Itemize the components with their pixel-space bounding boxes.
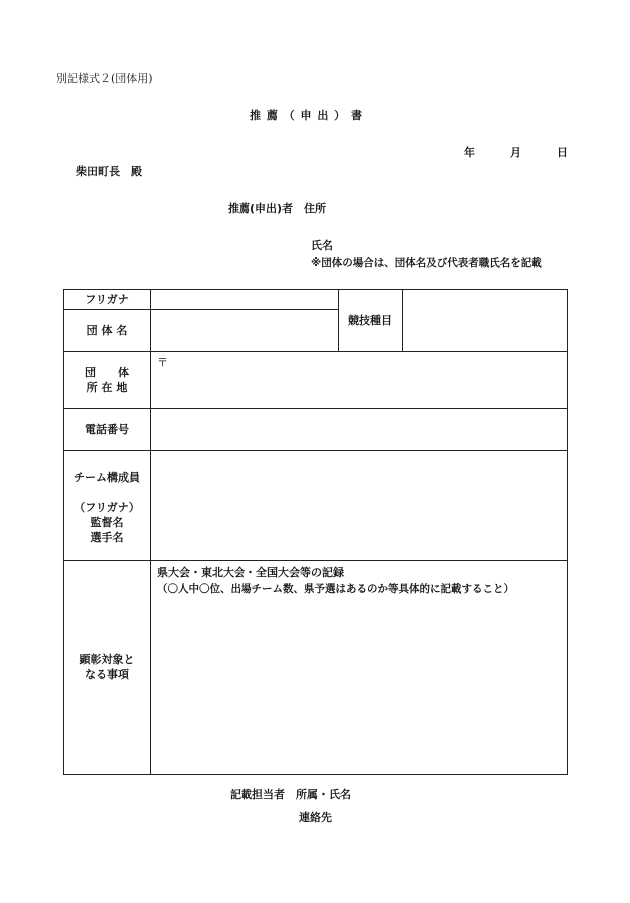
- row-divider: [64, 408, 567, 409]
- date-month: 月: [510, 146, 521, 159]
- furigana-label: フリガナ: [85, 293, 129, 306]
- form-number: 別記様式２(団体用): [56, 72, 153, 85]
- furigana-row-divider: [64, 309, 338, 310]
- award-label-line2: なる事項: [85, 668, 129, 681]
- application-table: [63, 289, 568, 775]
- phone-label: 電話番号: [85, 423, 129, 436]
- row-divider: [64, 450, 567, 451]
- contact-person-label: 記載担当者 所属・氏名: [230, 788, 351, 801]
- group-note: ※団体の場合は、団体名及び代表者職氏名を記載: [311, 257, 542, 269]
- page-title: 推 薦 （ 申 出 ） 書: [250, 109, 363, 122]
- date-day: 日: [557, 146, 568, 159]
- sport-divider-right: [402, 290, 403, 351]
- location-label-line2: 所 在 地: [86, 381, 128, 394]
- record-note: （〇人中〇位、出場チーム数、県予選はあるのか等具体的に記載すること）: [157, 583, 514, 595]
- location-label-line1: 団 体: [85, 366, 129, 379]
- addressee: 柴田町長 殿: [76, 165, 142, 178]
- members-label-line2: （フリガナ）: [74, 501, 140, 514]
- contact-info-label: 連絡先: [299, 811, 332, 824]
- date-year: 年: [464, 146, 475, 159]
- members-label-line4: 選手名: [90, 531, 124, 544]
- label-column-divider: [150, 290, 151, 774]
- sport-label: 競技種目: [348, 314, 392, 327]
- award-label-line1: 顕彰対象と: [79, 653, 135, 666]
- recommender-address-label: 推薦(申出)者 住所: [228, 202, 327, 215]
- recommender-name-label: 氏名: [311, 239, 333, 252]
- members-label-line3: 監督名: [90, 516, 124, 529]
- record-heading: 県大会・東北大会・全国大会等の記録: [157, 566, 344, 579]
- group-name-label: 団 体 名: [86, 324, 128, 337]
- row-divider: [64, 560, 567, 561]
- postal-mark: 〒: [157, 356, 168, 369]
- members-label-line1: チーム構成員: [74, 471, 140, 484]
- row-divider: [64, 351, 567, 352]
